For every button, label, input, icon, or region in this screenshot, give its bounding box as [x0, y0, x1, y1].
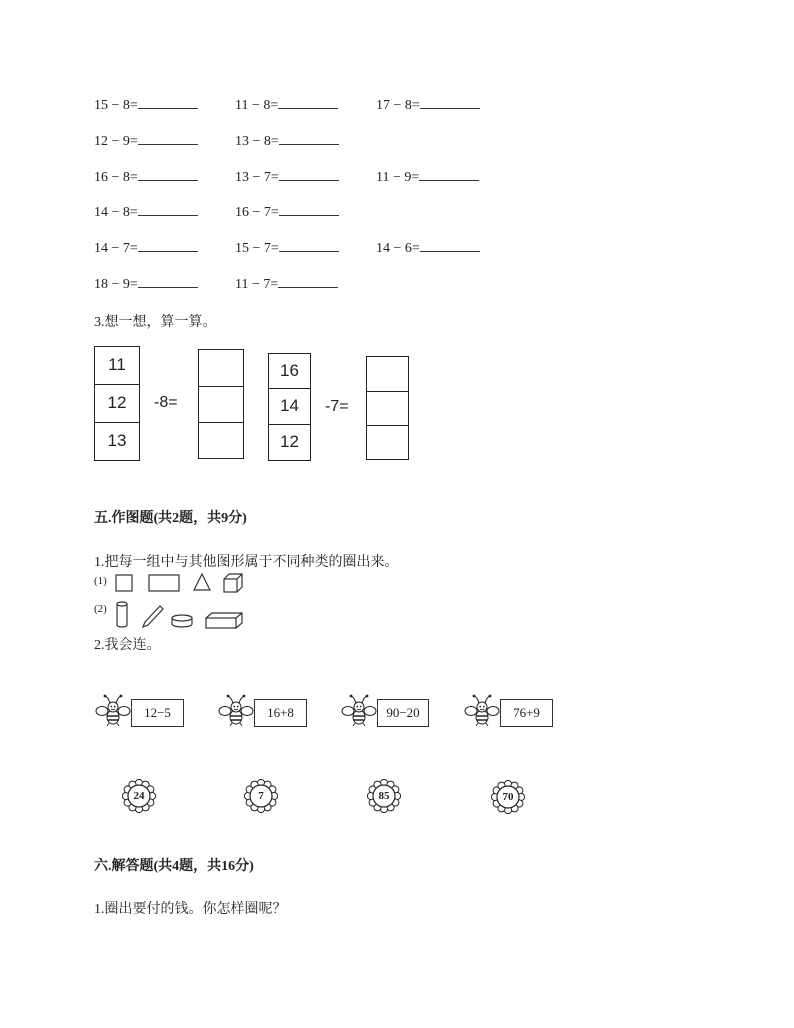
square-shape[interactable] — [116, 575, 132, 591]
exercise-expression: 16 − 8= — [94, 170, 138, 185]
shape-row1 — [114, 572, 249, 596]
number-cell: 12 — [95, 385, 139, 423]
answer-blank[interactable] — [138, 238, 198, 252]
exercise-item — [94, 202, 198, 220]
exercise-item — [94, 167, 198, 185]
section5-q2: 2.我会连。 — [94, 638, 161, 653]
exercise-item — [376, 95, 480, 113]
exercise-item — [235, 167, 339, 185]
expression-card[interactable]: 12−5 — [131, 699, 184, 727]
exercise-expression: 14 − 6= — [376, 241, 420, 256]
exercise-expression: 11 − 9= — [376, 170, 420, 185]
exercise-item — [235, 238, 339, 256]
cylinder-shape[interactable] — [117, 602, 127, 627]
right-answer-column — [366, 356, 409, 460]
exercise-expression: 16 − 7= — [235, 205, 279, 220]
answer-blank[interactable] — [279, 238, 339, 252]
bee-icon — [95, 694, 131, 728]
flower-number: 24 — [133, 790, 145, 802]
right-number-column — [268, 353, 311, 461]
answer-blank[interactable] — [420, 238, 480, 252]
pencil-shape[interactable] — [143, 606, 163, 627]
exercise-item — [94, 238, 198, 256]
exercise-expression: 17 − 8= — [376, 98, 420, 113]
flower-number: 7 — [258, 790, 264, 802]
triangle-shape[interactable] — [194, 574, 210, 590]
exercise-expression: 15 − 8= — [94, 98, 138, 113]
number-cell: 11 — [95, 347, 139, 385]
expression-card[interactable]: 76+9 — [500, 699, 553, 727]
exercise-expression: 15 − 7= — [235, 241, 279, 256]
exercise-expression: 11 − 8= — [235, 98, 279, 113]
answer-blank[interactable] — [279, 131, 339, 145]
section6-q1: 1.圈出要付的钱。你怎样圈呢？ — [94, 902, 287, 917]
exercise-item — [94, 274, 198, 292]
cuboid-shape[interactable] — [206, 613, 242, 628]
exercise-item — [235, 131, 339, 149]
expression-card[interactable]: 16+8 — [254, 699, 307, 727]
bee-icon — [341, 694, 377, 728]
shape-row2-label: (2) — [94, 603, 107, 615]
flower-number: 70 — [502, 791, 514, 803]
answer-blank[interactable] — [420, 95, 480, 109]
flower-target[interactable] — [367, 779, 401, 813]
answer-blank[interactable] — [138, 274, 198, 288]
exercise-expression: 13 − 7= — [235, 170, 279, 185]
answer-blank[interactable] — [278, 274, 338, 288]
exercise-expression: 14 − 7= — [94, 241, 138, 256]
exercise-item — [376, 167, 479, 185]
answer-cell[interactable] — [199, 387, 243, 423]
expression-card[interactable]: 90−20 — [377, 699, 429, 727]
shape-row1-label: (1) — [94, 575, 107, 587]
left-operator: -8= — [154, 394, 178, 411]
exercise-item — [94, 131, 198, 149]
section6-title: 六.解答题(共4题，共16分) — [94, 859, 254, 874]
exercise-item — [235, 274, 338, 292]
answer-blank[interactable] — [138, 167, 198, 181]
answer-cell[interactable] — [367, 426, 408, 459]
disc-shape[interactable] — [172, 615, 192, 627]
exercise-item — [235, 95, 338, 113]
shape-row2 — [114, 600, 249, 632]
answer-blank[interactable] — [138, 95, 198, 109]
number-cell: 13 — [107, 431, 127, 450]
cube-shape[interactable] — [224, 574, 242, 592]
number-cell: 14 — [269, 389, 310, 425]
flower-target[interactable] — [244, 779, 278, 813]
exercise-expression: 12 − 9= — [94, 134, 138, 149]
section5-title: 五.作图题(共2题，共9分) — [94, 511, 247, 526]
answer-cell[interactable] — [199, 423, 243, 458]
flower-target[interactable] — [491, 780, 525, 814]
answer-blank[interactable] — [279, 167, 339, 181]
right-operator: -7= — [325, 398, 349, 415]
flower-target[interactable] — [122, 779, 156, 813]
flower-number: 85 — [378, 790, 390, 802]
section5-q1: 1.把每一组中与其他图形属于不同种类的圈出来。 — [94, 555, 399, 570]
answer-blank[interactable] — [138, 202, 198, 216]
exercise-expression: 13 − 8= — [235, 134, 279, 149]
exercise-item — [376, 238, 480, 256]
answer-cell[interactable] — [367, 392, 408, 426]
answer-blank[interactable] — [419, 167, 479, 181]
answer-cell[interactable] — [367, 357, 408, 392]
number-cell: 12 — [280, 432, 299, 451]
left-answer-column — [198, 349, 244, 459]
exercise-item — [94, 95, 198, 113]
q3-prompt: 3.想一想，算一算。 — [94, 315, 217, 330]
bee-icon — [464, 694, 500, 728]
answer-cell[interactable] — [199, 350, 243, 387]
answer-blank[interactable] — [279, 202, 339, 216]
number-cell: 16 — [269, 354, 310, 389]
exercise-expression: 18 − 9= — [94, 277, 138, 292]
bee-icon — [218, 694, 254, 728]
left-number-column — [94, 346, 140, 461]
exercise-item — [235, 202, 339, 220]
answer-blank[interactable] — [138, 131, 198, 145]
exercise-expression: 11 − 7= — [235, 277, 279, 292]
exercise-expression: 14 − 8= — [94, 205, 138, 220]
answer-blank[interactable] — [278, 95, 338, 109]
rectangle-shape[interactable] — [149, 575, 179, 591]
